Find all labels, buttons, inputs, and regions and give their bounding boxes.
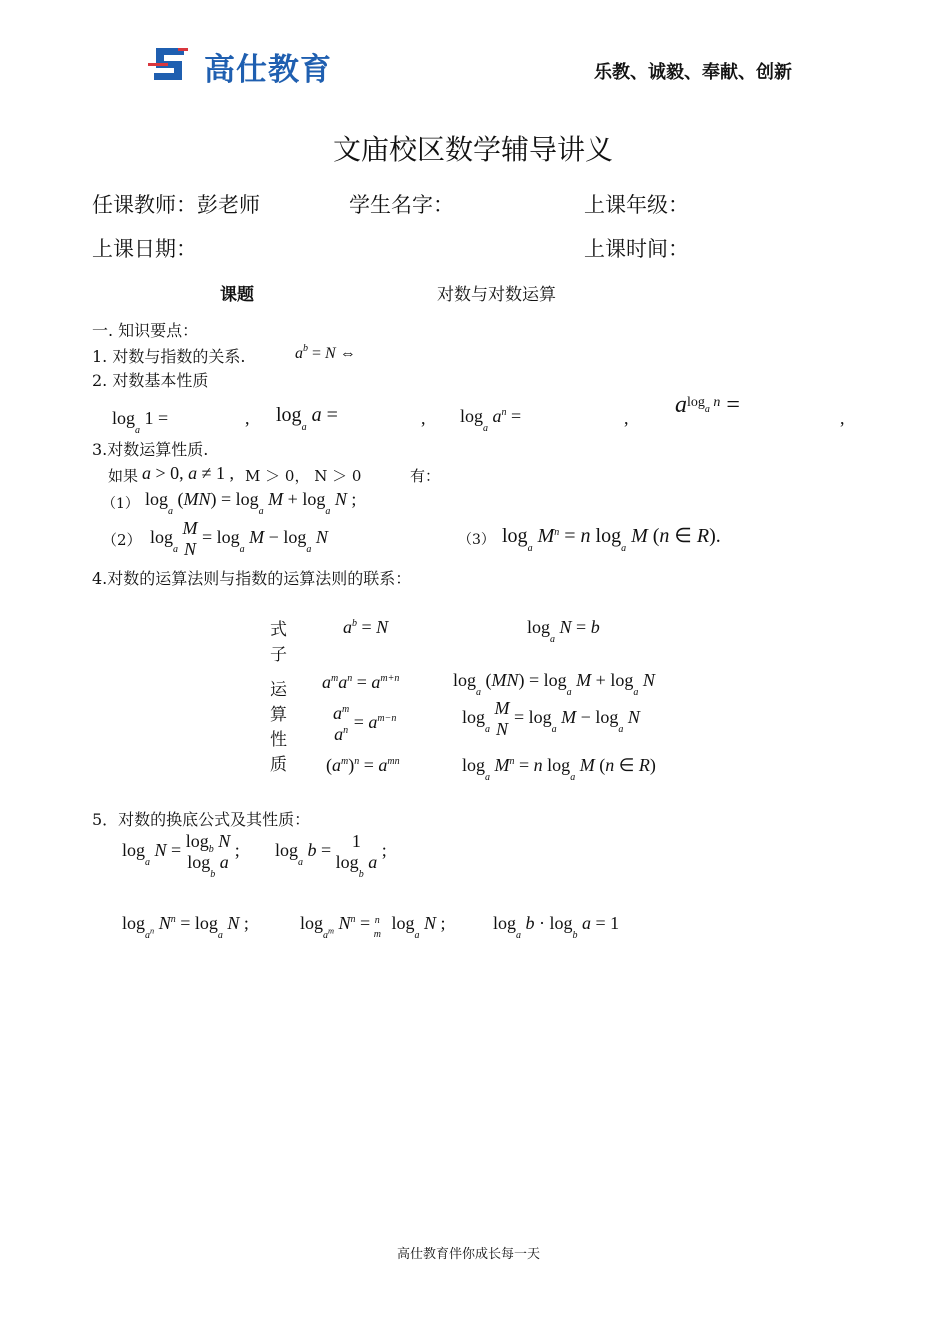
condition-prefix: 如果 [108,467,139,485]
item-3-label: （3） [458,532,495,548]
table-exp-power: $(a^m)^n = a^{mn}$ [326,755,400,775]
item-1-label: （1） [102,496,139,512]
date-field: 上课日期： [92,237,197,261]
formula-log-a-n: $\log_a a^n$ = [460,406,522,434]
table-exp-product: $a^ma^n = a^{m+n}$ [322,672,400,692]
item-2-label: （2） [102,531,142,549]
table-log-form: $\log_a N = b$ [527,617,600,645]
student-field: 学生名字： [349,193,454,217]
formula-power-base-general: $\log_{a^m} N^n$ = nm $\log_a N$ ; [300,913,446,941]
section-4-heading: 4.对数的运算法则与指数的运算法则的联系： [92,569,412,588]
condition-a: a > 0, a ≠ 1 , [142,463,235,483]
topic-label: 课题 [220,285,254,305]
formula-reciprocal-base: $\log_a b$ = 1 $\log_b a$ ; [275,831,387,880]
formula-a-pow-log: $a^{log_a n}$ = [675,392,740,418]
formula-log-product-one: $\log_a b \cdot \log_b a = 1$ [493,913,620,941]
table-log-quotient: $\log_a$ M N = $\log_a M - \log_a N$ [462,698,640,739]
logo-icon [148,44,194,84]
slogan: 乐教、诚毅、奉献、创新 [594,62,792,83]
formula-power-rule: $\log_a M^n = n$ $\log_a M$ (n ∈ R). [502,525,721,554]
formula-log-1: $\log_a 1$ = [112,408,169,436]
table-row-label-rules: 运算性质 [270,680,287,775]
table-exp-form: $a^b = N$ [343,617,389,637]
formula-product-rule: $\log_a (MN) = \log_a M + \log_a N$ ; [145,489,357,517]
formula-change-of-base: $\log_a N$ = $\log_b N$ $\log_b a$ ; [122,831,240,880]
section-5-heading: 5．对数的换底公式及其性质： [92,810,311,829]
teacher-field: 任课教师：彭老师 [92,193,260,217]
condition-suffix: 有： [410,467,441,485]
time-field: 上课时间： [584,237,689,261]
formula-log-a: $\log_a a$ = [276,404,338,433]
formula-exp-log-relation: $a^b = N$ ⇔ [295,343,356,362]
page-title: 文庙校区数学辅导讲义 [333,133,614,166]
logo-text: 高仕教育 [204,52,332,88]
section-3-heading: 3.对数运算性质. [92,440,209,459]
section-1-2: 2. 对数基本性质 [92,371,209,390]
logo [148,44,348,88]
table-exp-quotient: $a^m$ $a^n$ = $a^{m-n}$ [333,703,397,744]
footer-text: 高仕教育伴你成长每一天 [397,1247,541,1262]
condition-mn: M ＞ 0， N ＞ 0 [245,467,362,485]
section-1-1: 1. 对数与指数的关系. [92,347,246,366]
table-row-label-formula: 式子 [270,620,287,665]
formula-power-base-same: $\log_{a^n} N^n = \log_a N$ ; [122,913,249,941]
grade-field: 上课年级： [584,193,689,217]
table-log-power: $\log_a M^n = n$ $\log_a M$ (n ∈ R) [462,755,656,783]
formula-quotient-rule: $\log_a$ M N = $\log_a M - \log_a N$ [150,518,328,559]
topic-value: 对数与对数运算 [437,285,556,305]
table-log-product: $\log_a (MN) = \log_a M + \log_a N$ [453,670,655,698]
section-1-heading: 一. 知识要点： [92,321,199,340]
